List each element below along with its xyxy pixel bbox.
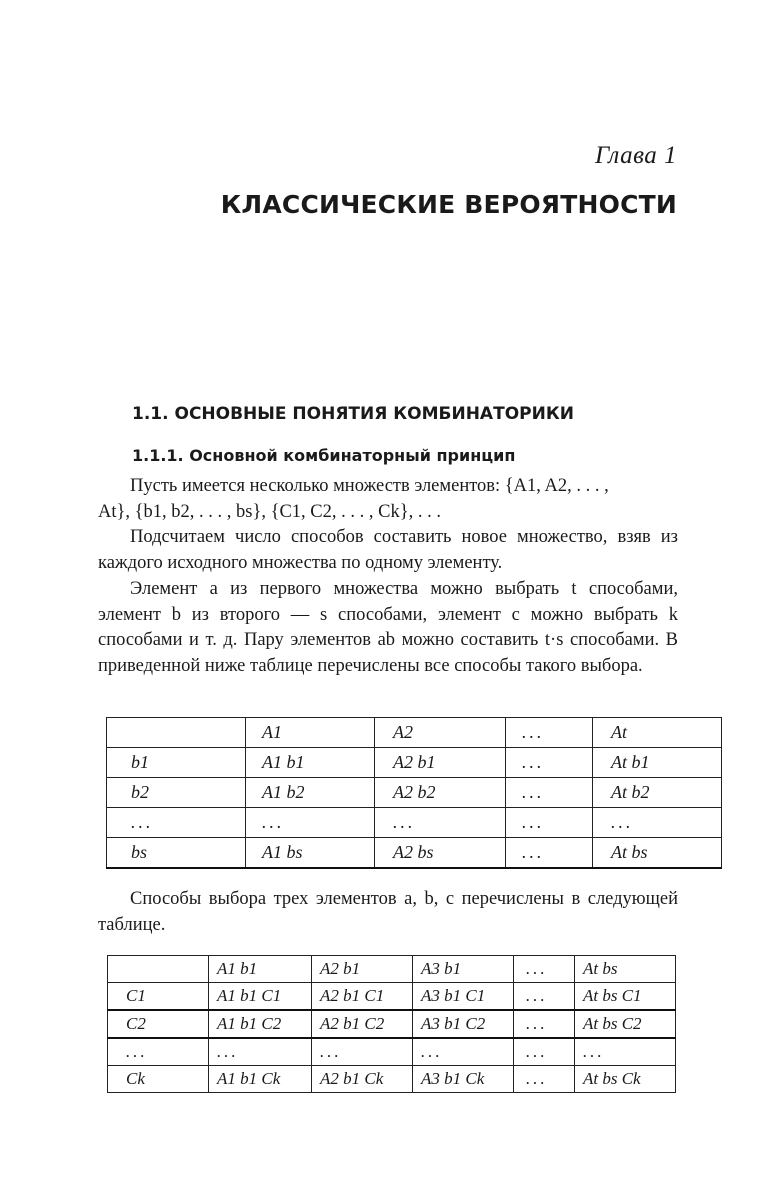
subsection-title: 1.1.1. Основной комбинаторный принцип — [132, 446, 516, 465]
table-cell: ... — [108, 1038, 209, 1066]
table-row — [108, 956, 676, 983]
table-cell: A1 b1 — [209, 956, 312, 983]
table-cell: ... — [514, 983, 575, 1011]
table-row — [107, 808, 722, 838]
table-cell: ... — [514, 1038, 575, 1066]
table-cell: At bs C1 — [575, 983, 676, 1011]
table-cell: ... — [506, 838, 593, 869]
table-cell: ... — [514, 956, 575, 983]
table-cell: A2 b1 C2 — [312, 1010, 413, 1038]
table-cell — [107, 718, 246, 748]
pairs-table — [106, 717, 722, 869]
table-cell: ... — [506, 748, 593, 778]
table-cell: At bs — [575, 956, 676, 983]
table-cell: C1 — [108, 983, 209, 1011]
table-row — [108, 1038, 676, 1066]
table-cell: ... — [506, 808, 593, 838]
table-cell: b1 — [107, 748, 246, 778]
table-row — [107, 748, 722, 778]
table-cell: ... — [506, 778, 593, 808]
table-cell: bs — [107, 838, 246, 869]
paragraph-sets — [98, 474, 678, 576]
table-cell: ... — [209, 1038, 312, 1066]
table-cell: At bs — [593, 838, 722, 869]
paragraph-text: Подсчитаем число способов составить новое множество, взяв из каждого исходного множества по одному элементу. — [98, 527, 678, 573]
table-cell: b2 — [107, 778, 246, 808]
table-cell: A3 b1 Ck — [413, 1066, 514, 1093]
table-cell: At bs Ck — [575, 1066, 676, 1093]
table-cell: A3 b1 C1 — [413, 983, 514, 1011]
table-cell: A1 — [246, 718, 375, 748]
table-cell: A3 b1 — [413, 956, 514, 983]
table-cell: A1 b1 C2 — [209, 1010, 312, 1038]
table-cell: ... — [107, 808, 246, 838]
table-row — [107, 778, 722, 808]
table-cell: ... — [575, 1038, 676, 1066]
table-cell: ... — [506, 718, 593, 748]
table-cell: A2 b2 — [375, 778, 506, 808]
table-row — [108, 1066, 676, 1093]
table-cell: At bs C2 — [575, 1010, 676, 1038]
paragraph-text: Элемент a из первого множества можно выбрать t способами, элемент b из второго — s способами, элемент c можно выбрать k способами и т. д. Пару элементов ab можно составить t·s способами. В приведенной ниже таблице перечислены все способы такого выбора. — [98, 579, 678, 676]
table-cell: ... — [593, 808, 722, 838]
table-cell: Ck — [108, 1066, 209, 1093]
table-cell — [108, 956, 209, 983]
paragraph-line: At}, {b1, b2, . . . , bs}, {C1, C2, . . . , Ck}, . . . — [98, 501, 441, 522]
table-cell: ... — [514, 1010, 575, 1038]
paragraph-triples — [98, 887, 678, 938]
table-cell: A2 b1 Ck — [312, 1066, 413, 1093]
table-cell: A1 b2 — [246, 778, 375, 808]
table-cell: A1 b1 Ck — [209, 1066, 312, 1093]
table-cell: ... — [514, 1066, 575, 1093]
table-cell: A1 b1 — [246, 748, 375, 778]
paragraph-line: Пусть имеется несколько множеств элементов: {A1, A2, . . . , — [130, 476, 609, 496]
table-cell: A1 b1 C1 — [209, 983, 312, 1011]
table-cell: A2 b1 C1 — [312, 983, 413, 1011]
table-row — [108, 983, 676, 1011]
table-row — [107, 838, 722, 869]
table-cell: A2 bs — [375, 838, 506, 869]
table-cell: A2 b1 — [312, 956, 413, 983]
table-cell: At — [593, 718, 722, 748]
paragraph-text: Способы выбора трех элементов a, b, c перечислены в следующей таблице. — [98, 889, 678, 935]
table-cell: ... — [312, 1038, 413, 1066]
table-cell: ... — [246, 808, 375, 838]
table-cell: A3 b1 C2 — [413, 1010, 514, 1038]
section-title: 1.1. ОСНОВНЫЕ ПОНЯТИЯ КОМБИНАТОРИКИ — [132, 404, 574, 424]
table-cell: At b2 — [593, 778, 722, 808]
triples-table — [107, 955, 676, 1093]
table-row — [108, 1010, 676, 1038]
table-cell: A2 — [375, 718, 506, 748]
table-cell: A1 bs — [246, 838, 375, 869]
table-cell: ... — [375, 808, 506, 838]
table-cell: At b1 — [593, 748, 722, 778]
chapter-label: Глава 1 — [594, 142, 677, 169]
table-cell: ... — [413, 1038, 514, 1066]
chapter-title: КЛАССИЧЕСКИЕ ВЕРОЯТНОСТИ — [220, 190, 677, 219]
table-row — [107, 718, 722, 748]
table-cell: A2 b1 — [375, 748, 506, 778]
paragraph-pairs — [98, 577, 678, 679]
table-cell: C2 — [108, 1010, 209, 1038]
